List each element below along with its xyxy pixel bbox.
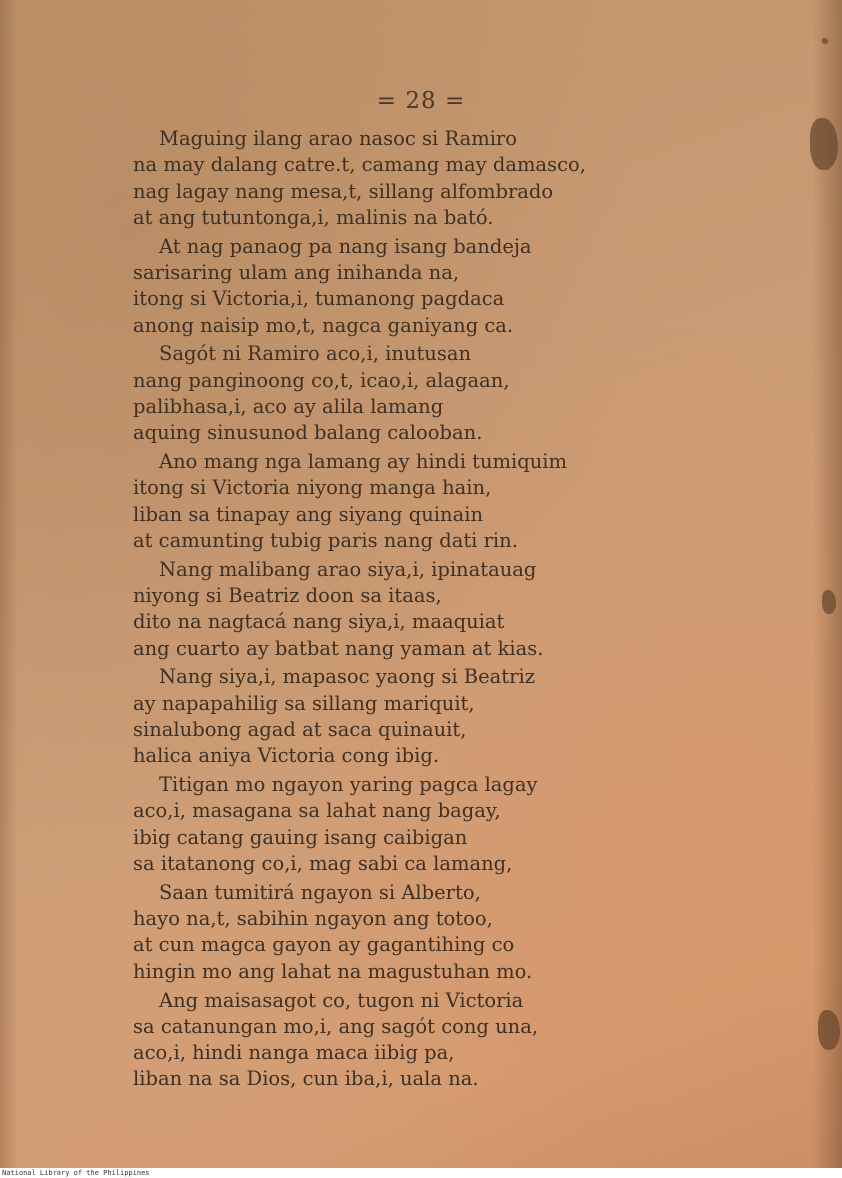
verse-line: aquing sinusunod balang calooban. xyxy=(133,421,483,445)
stanza xyxy=(133,664,693,769)
verse-line: halica aniya Victoria cong ibig. xyxy=(133,744,440,768)
binding-stain xyxy=(822,38,828,44)
binding-stain xyxy=(810,118,838,170)
verse-line: Nang malibang arao siya,i, ipinatauag xyxy=(159,557,537,581)
verse-line: Saan tumitirá ngayon si Alberto, xyxy=(159,880,481,904)
binding-stain xyxy=(822,590,836,614)
verse-line: niyong si Beatriz doon sa itaas, xyxy=(133,584,442,608)
verse-line: Maguing ilang arao nasoc si Ramiro xyxy=(159,127,517,150)
verse-line: Sagót ni Ramiro aco,i, inutusan xyxy=(159,342,472,366)
verse-line: liban na sa Dios, cun iba,i, uala na. xyxy=(133,1067,479,1091)
verse-line: hingin mo ang lahat na magustuhan mo. xyxy=(133,959,533,983)
stanza xyxy=(133,234,693,339)
verse-line: aco,i, masagana sa lahat nang bagay, xyxy=(133,799,501,823)
binding-stain xyxy=(818,1010,840,1050)
verse-line: at camunting tubig paris nang dati rin. xyxy=(133,528,518,552)
verse-line: aco,i, hindi nanga maca iibig pa, xyxy=(133,1041,455,1065)
verse-line: ang cuarto ay batbat nang yaman at kias. xyxy=(133,636,544,660)
verse-line: na may dalang catre.t, camang may damasco, xyxy=(133,153,586,177)
verse-line: hayo na,t, sabihin ngayon ang totoo, xyxy=(133,907,493,931)
verse-line: nag lagay nang mesa,t, sillang alfombrado xyxy=(133,179,554,203)
verse-line: sa itatanong co,i, mag sabi ca lamang, xyxy=(133,852,513,876)
verse-line: ibig catang gauing isang caibigan xyxy=(133,825,468,849)
stanza xyxy=(133,557,693,662)
verse-line: liban sa tinapay ang siyang quinain xyxy=(133,502,484,526)
verse-line: dito na nagtacá nang siya,i, maaquiat xyxy=(133,610,505,634)
stanza xyxy=(133,880,693,985)
verse-line: palibhasa,i, aco ay alila lamang xyxy=(133,394,444,418)
verse-line: nang panginoong co,t, icao,i, alagaan, xyxy=(133,368,510,392)
verse-line: at ang tutuntonga,i, malinis na bató. xyxy=(133,205,494,229)
verse-line: sinalubong agad at saca quinauit, xyxy=(133,718,467,742)
verse-line: itong si Victoria,i, tumanong pagdaca xyxy=(133,287,505,311)
verse-line: anong naisip mo,t, nagca ganiyang ca. xyxy=(133,313,514,337)
verse-line: ay napapahilig sa sillang mariquit, xyxy=(133,691,475,715)
stanza xyxy=(133,772,693,877)
library-credit: National Library of the Philippines xyxy=(2,1169,150,1177)
verse-line: Nang siya,i, mapasoc yaong si Beatriz xyxy=(159,665,535,689)
stanza xyxy=(133,449,693,554)
poem-body xyxy=(133,126,693,1095)
page-number: = 28 = xyxy=(376,88,466,114)
verse-line: itong si Victoria niyong manga hain, xyxy=(133,476,492,500)
verse-line: Ang maisasagot co, tugon ni Victoria xyxy=(159,988,524,1012)
verse-line: at cun magca gayon ay gagantihing co xyxy=(133,933,515,957)
stanza xyxy=(133,126,693,231)
verse-line: sarisaring ulam ang inihanda na, xyxy=(133,260,460,284)
stanza xyxy=(133,988,693,1093)
verse-line: At nag panaog pa nang isang bandeja xyxy=(159,234,532,258)
verse-line: sa catanungan mo,i, ang sagót cong una, xyxy=(133,1014,539,1038)
verse-line: Ano mang nga lamang ay hindi tumiquim xyxy=(159,450,568,474)
verse-line: Titigan mo ngayon yaring pagca lagay xyxy=(159,773,538,797)
stanza xyxy=(133,341,693,446)
